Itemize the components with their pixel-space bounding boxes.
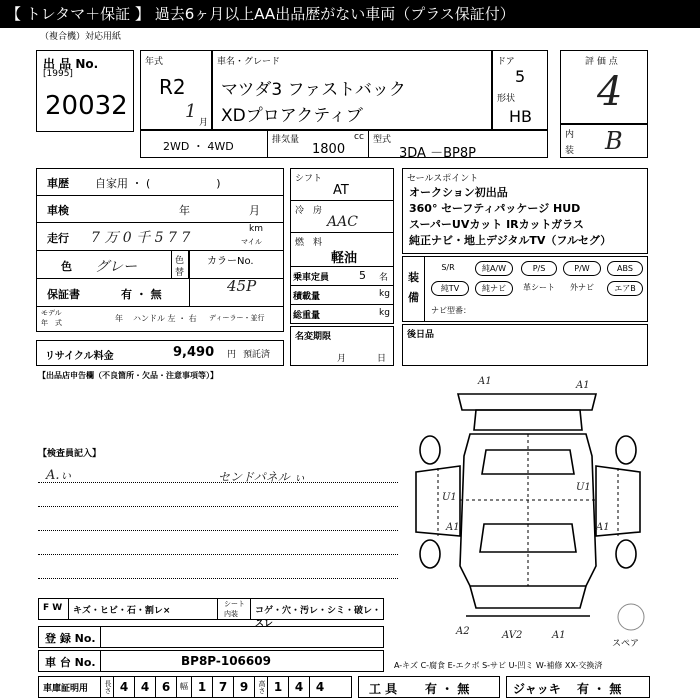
- defect-items: キズ・ヒビ・石・割レ×: [73, 606, 171, 616]
- year-month: 1: [185, 101, 197, 122]
- change-box: [290, 326, 394, 366]
- door-shape-box: [492, 50, 548, 130]
- displacement-label: 排気量: [272, 135, 300, 145]
- weight-unit: kg: [379, 308, 390, 318]
- shape-value: HB: [509, 107, 533, 126]
- doors-value: 5: [515, 67, 526, 86]
- cert-dims: [101, 677, 351, 697]
- cert-wid-2: 7: [213, 677, 234, 697]
- equipment-label-cell: [403, 257, 425, 321]
- color-label: 色: [61, 260, 72, 273]
- name-line2: XDプロアクティブ: [221, 106, 363, 126]
- year-box: [140, 50, 212, 130]
- history-label: 車歴: [47, 177, 69, 190]
- cert-len-2: 4: [135, 677, 156, 697]
- model-label: 型式: [373, 135, 392, 145]
- eq-navi: 純ナビ: [475, 281, 513, 296]
- change-day: 日: [377, 354, 387, 364]
- mileage-value: 7 万 0 千 5 7 7: [91, 230, 191, 246]
- load-unit: kg: [379, 289, 390, 299]
- shift-value: AT: [333, 183, 349, 198]
- eq-tv: 純TV: [431, 281, 469, 296]
- mark-a1-right: A1: [596, 522, 610, 533]
- left-panel: [36, 168, 284, 332]
- inspector-line2: [38, 506, 398, 507]
- mileage-row: [37, 223, 283, 251]
- shift-label: シフト: [295, 174, 323, 184]
- name-line1: マツダ3 ファストバック: [221, 80, 406, 100]
- doors-label: ドア: [497, 57, 515, 67]
- cert-wid-3: 9: [234, 677, 255, 697]
- capacity-value: 5: [359, 269, 366, 282]
- inspection-month: 月: [249, 204, 260, 217]
- ac-label: 冷 房: [295, 206, 323, 216]
- wheel-rear-left: [420, 436, 440, 464]
- model-value: 3DA －BP8P: [399, 146, 476, 161]
- fuel-label: 燃 料: [295, 238, 323, 248]
- chassis-label: 車 台 No.: [45, 656, 96, 669]
- mileage-unit-mile: マイル: [241, 238, 262, 246]
- equipment-box: [402, 256, 648, 322]
- cert-wid-label: 幅: [177, 677, 192, 697]
- model-year-row: [37, 307, 283, 331]
- score-value: 4: [597, 69, 623, 115]
- chassis-row: [38, 650, 384, 672]
- year-month-unit: 月: [199, 118, 209, 128]
- mark-a1-front-right: A1: [552, 630, 566, 641]
- recycle-label: リサイクル料金: [45, 351, 114, 362]
- model-year-label2: 年 式: [41, 319, 62, 327]
- cert-hgt-2: 4: [289, 677, 310, 697]
- displacement-unit: cc: [354, 132, 364, 142]
- interior-label2: 装: [565, 146, 575, 156]
- eq-sr: S/R: [441, 263, 455, 272]
- capacity-label: 乗車定員: [293, 273, 330, 283]
- defect-items2: コゲ・穴・汚レ・シミ・破レ・スレ: [255, 606, 382, 629]
- mark-box: [402, 324, 648, 366]
- jack-label: ジャッキ: [513, 682, 561, 696]
- seat-label2: 内装: [224, 610, 238, 618]
- fuel-cell: [291, 233, 393, 267]
- sales-line3: スーパーUVカット IRカットガラス: [409, 218, 584, 231]
- spare-circle: [616, 600, 646, 634]
- mark-av2-front: AV2: [502, 630, 523, 641]
- spec-row: [140, 130, 548, 161]
- load-label: 積載量: [293, 292, 321, 302]
- cert-len-3: 6: [156, 677, 177, 697]
- capacity-unit: 名: [379, 273, 389, 283]
- fw-cell: [39, 599, 69, 619]
- wheel-rear-right: [616, 436, 636, 464]
- cert-hgt-label: 高さ: [255, 677, 268, 697]
- sales-label: セールスポイント: [407, 174, 479, 184]
- displacement-cell: [267, 131, 369, 157]
- interior-box: [560, 124, 648, 158]
- cert-row: [38, 676, 352, 698]
- mileage-label: 走行: [47, 232, 69, 245]
- mark-a2-front-left: A2: [456, 626, 470, 637]
- name-box: [212, 50, 492, 130]
- sales-line4: 純正ナビ・地上デジタルTV（フルセグ）: [409, 234, 612, 247]
- chassis-value: BP8P-106609: [181, 654, 271, 668]
- subtitle: （複合機）対応用紙: [40, 32, 122, 42]
- displacement-value: 1800: [312, 142, 346, 157]
- recycle-value: 9,490: [173, 345, 215, 360]
- history-value: 自家用 ・ ( ): [95, 177, 221, 190]
- seat-cell: [217, 599, 251, 619]
- inspector-line5: [38, 578, 398, 579]
- navi-model: ナビ型番：: [431, 306, 471, 315]
- sales-box: [402, 168, 648, 254]
- inspector-line4: [38, 554, 398, 555]
- tools-row: [358, 676, 500, 698]
- colorno-value: 45P: [227, 277, 257, 295]
- handle: ハンドル 左 ・ 右: [133, 314, 197, 323]
- change-month: 月: [337, 354, 347, 364]
- eq-airbag: エアB: [607, 281, 643, 296]
- weight-label: 総重量: [293, 311, 321, 321]
- wheel-front-left: [420, 540, 440, 568]
- colorno-label: カラーNo.: [207, 256, 254, 267]
- load-cell: [291, 286, 393, 305]
- seat-label1: シート: [224, 600, 245, 608]
- color-change-cell: [171, 251, 189, 278]
- sales-line1: オークション初出品: [409, 186, 508, 199]
- cert-label-cell: [39, 677, 101, 697]
- roof-outline: [458, 394, 596, 410]
- mark-a1-roof-left: A1: [478, 376, 492, 387]
- change-label: 名変期限: [295, 332, 332, 342]
- fw-label: F W: [43, 603, 63, 613]
- middle-panel: [290, 168, 394, 324]
- cert-len-1: 4: [114, 677, 135, 697]
- recycle-row: [36, 340, 284, 366]
- name-label: 車名・グレード: [217, 57, 281, 67]
- registration-cell: [39, 627, 101, 647]
- capacity-cell: [291, 267, 393, 286]
- chassis-cell: [39, 651, 101, 671]
- color-value: グレー: [95, 259, 137, 275]
- eq-aw: 純A/W: [475, 261, 513, 276]
- score-box: [560, 50, 648, 124]
- year-era: R2: [159, 75, 186, 99]
- mark-a1-roof-right: A1: [576, 380, 590, 391]
- spare-label: スペア: [612, 639, 640, 649]
- eq-extnavi: 外ナビ: [570, 283, 594, 292]
- jack-row: [506, 676, 650, 698]
- recycle-unit: 円: [227, 350, 237, 360]
- hood: [470, 586, 586, 608]
- score-label: 評 価 点: [585, 57, 618, 67]
- jack-value: 有 ・ 無: [577, 682, 622, 696]
- cert-label: 車庫証明用: [43, 684, 89, 694]
- body-outline: [460, 434, 596, 586]
- model-year-label1: モデル: [41, 309, 62, 317]
- inspector-line3: [38, 530, 398, 531]
- color-sub2: 替: [175, 268, 185, 278]
- lot-number: 20032: [45, 91, 128, 121]
- mark-a1-left: A1: [446, 522, 460, 533]
- recycle-note: 預託済: [243, 350, 271, 360]
- warranty-label: 保証書: [47, 288, 80, 301]
- interior-value: B: [605, 127, 623, 155]
- drive: 2WD ・ 4WD: [163, 140, 234, 153]
- rear-window: [474, 410, 582, 430]
- car-diagram: [406, 376, 650, 641]
- warranty-value: 有 ・ 無: [121, 288, 162, 301]
- eq-ps: P/S: [521, 261, 557, 276]
- lot-label: 出 品 No.: [43, 57, 99, 71]
- equipment-label1: 装: [408, 271, 419, 284]
- inspection-row: [37, 196, 283, 223]
- equipment-label2: 備: [408, 291, 419, 304]
- cert-len-label: 長さ: [101, 677, 114, 697]
- warranty-row: [37, 279, 283, 307]
- mileage-unit-km: km: [249, 224, 263, 234]
- registration-row: [38, 626, 384, 648]
- cert-hgt-3: 4: [315, 680, 325, 694]
- year-label: 年式: [145, 57, 164, 67]
- defect-row: [38, 598, 384, 629]
- shift-cell: [291, 169, 393, 201]
- banner: 【 トレタマ＋保証 】 過去6ヶ月以上AA出品歴がない車両（プラス保証付）: [0, 0, 700, 28]
- cert-wid-1: 1: [192, 677, 213, 697]
- legend-codes: A-キズ C-腐食 E-エクボ S-サビ U-凹ミ W-補修 XX-交換済: [394, 661, 603, 670]
- eq-abs: ABS: [607, 261, 643, 276]
- eq-leather: 革シート: [523, 283, 555, 292]
- registration-label: 登 録 No.: [45, 632, 96, 645]
- model-year-year: 年: [115, 314, 123, 323]
- weight-cell: [291, 305, 393, 323]
- tools-label: 工 具: [369, 682, 398, 696]
- history-row: [37, 169, 283, 196]
- dealer: ディーラー・並行: [209, 314, 265, 322]
- mark-u1-left: U1: [442, 492, 457, 503]
- tools-value: 有 ・ 無: [425, 682, 470, 696]
- mark-label: 後日品: [407, 330, 435, 340]
- inspector-note1: A.ぃ: [46, 468, 73, 483]
- ac-value: AAC: [327, 214, 358, 230]
- interior-label1: 内: [565, 130, 575, 140]
- inspection-label: 車検: [47, 204, 69, 217]
- inspection-year: 年: [179, 204, 190, 217]
- shape-label: 形状: [497, 94, 516, 104]
- cert-hgt-1: 1: [268, 677, 289, 697]
- fuel-value: 軽油: [331, 251, 358, 266]
- sales-line2: 360° セーフティパッケージ HUD: [409, 202, 581, 215]
- eq-pw: P/W: [563, 261, 601, 276]
- lot-sub: [1995]: [43, 69, 73, 79]
- inspector-label: 【検査員記入】: [38, 449, 102, 459]
- seller-note: 【出品店申告欄（不良箇所・欠品・注意事項等）】: [38, 371, 218, 380]
- inspector-note2: センドパネル ぃ: [218, 470, 306, 484]
- lot-box: [36, 50, 134, 132]
- color-sub1: 色: [175, 256, 185, 266]
- mark-u1-right: U1: [576, 482, 591, 493]
- ac-cell: [291, 201, 393, 233]
- wheel-front-right: [616, 540, 636, 568]
